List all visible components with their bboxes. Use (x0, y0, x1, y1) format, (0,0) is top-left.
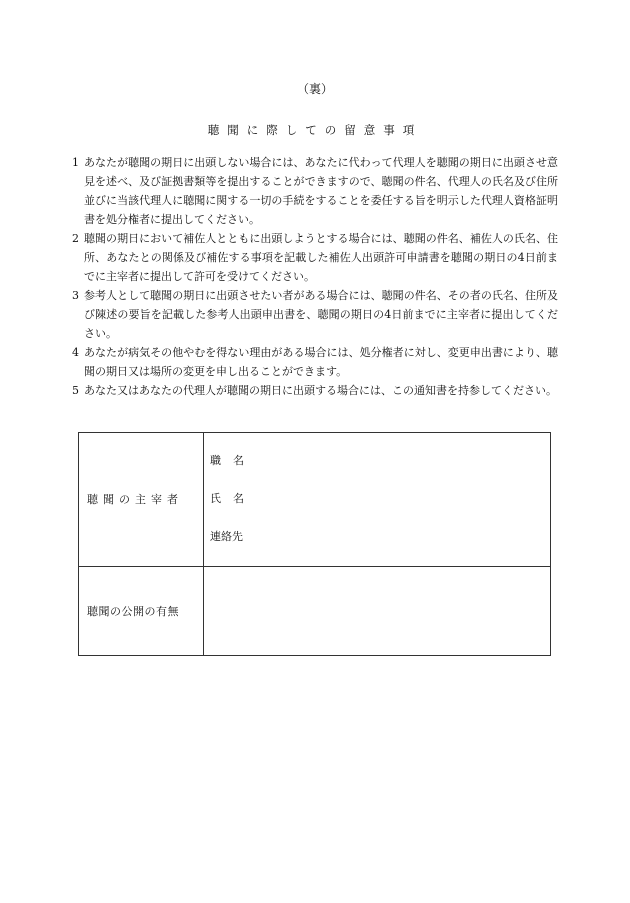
note-number: 5 (72, 384, 79, 397)
note-number: 2 (72, 232, 79, 245)
hearing-info-table (78, 432, 551, 656)
note-text: 参考人として聴聞の期日に出頭させたい者がある場合には、聴聞の件名、その者の氏名、住所及び陳述の要旨を記載した参考人出頭申出書を、聴聞の期日の4日前までに主宰者に提出してください。 (84, 289, 558, 340)
contact-field-label: 連絡先 (210, 530, 243, 544)
note-text: あなたが病気その他やむを得ない理由がある場合には、処分権者に対し、変更申出書により、聴聞の期日又は場所の変更を申し出ることができます。 (84, 346, 558, 378)
note-item (66, 286, 558, 343)
note-text: 聴聞の期日において補佐人とともに出頭しようとする場合には、聴聞の件名、補佐人の氏名、住所、あなたとの関係及び補佐する事項を記載した補佐人出頭許可申請書を聴聞の期日の4日前までに主宰者に提出して許可を受けてください。 (84, 232, 558, 283)
position-field-label: 職名 (210, 454, 256, 468)
note-text: あなた又はあなたの代理人が聴聞の期日に出頭する場合には、この通知書を持参してください。 (84, 384, 557, 397)
notes-list (66, 153, 558, 400)
presider-row (79, 433, 551, 567)
presider-details (204, 433, 551, 567)
page-title: 聴聞に際しての留意事項 (207, 123, 423, 137)
public-hearing-row (79, 566, 551, 655)
note-item (66, 153, 558, 229)
note-item (66, 343, 558, 381)
name-field-label: 氏名 (210, 492, 256, 506)
note-text: あなたが聴聞の期日に出頭しない場合には、あなたに代わって代理人を聴聞の期日に出頭させ意見を述べ、及び証拠書類等を提出することができますので、聴聞の件名、代理人の氏名及び住所並びに当該代理人に聴聞に関する一切の手続をすることを委任する旨を明示した代理人資格証明書を処分権者に提出してください。 (84, 156, 558, 226)
note-item (66, 381, 558, 400)
note-number: 1 (72, 156, 79, 169)
back-side-mark: （裏） (296, 82, 333, 96)
public-hearing-value (204, 566, 551, 655)
presider-label: 聴聞の主宰者 (79, 433, 204, 567)
note-number: 4 (72, 346, 79, 359)
public-hearing-label: 聴聞の公開の有無 (79, 566, 204, 655)
note-item (66, 229, 558, 286)
note-number: 3 (72, 289, 79, 302)
